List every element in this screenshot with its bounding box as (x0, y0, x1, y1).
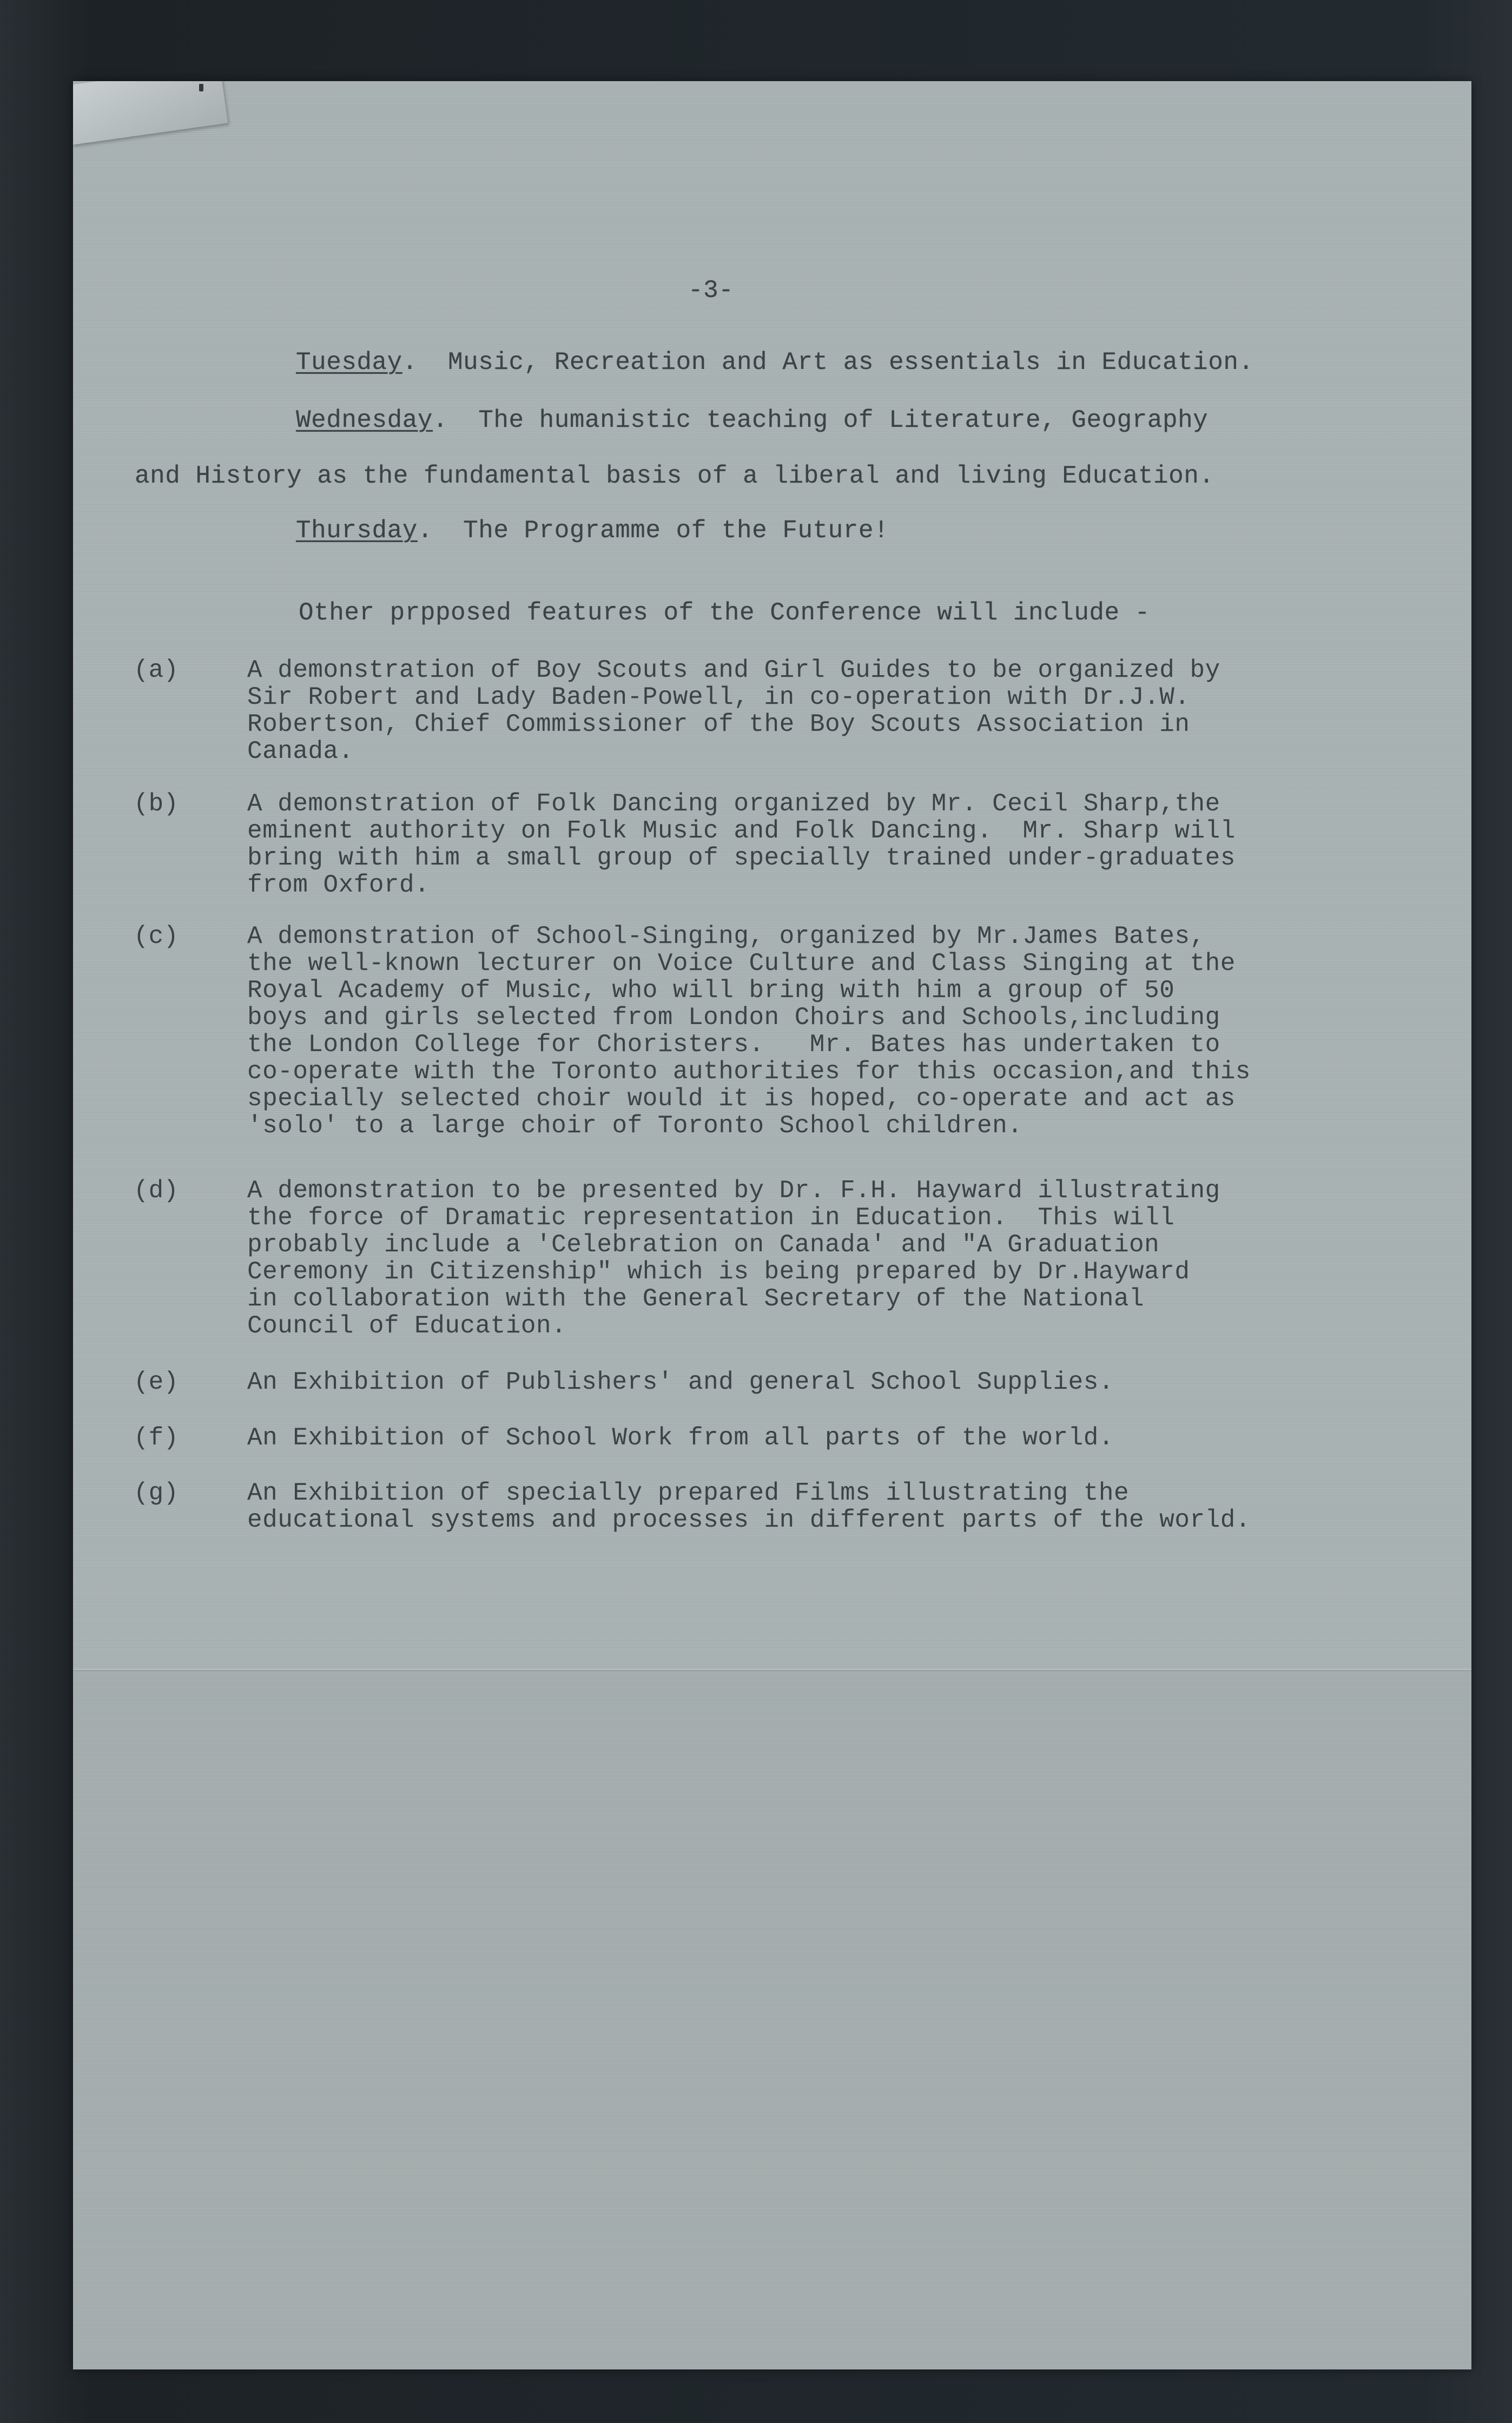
schedule-wednesday-continued: and History as the fundamental basis of a liberal and living Education. (135, 462, 1214, 490)
item-label-c: (c) (134, 922, 179, 950)
item-line: specially selected choir would it is hoped, co-operate and act as (247, 1085, 1236, 1113)
item-g (247, 1480, 1251, 1534)
day-label-thursday: Thursday (296, 517, 418, 545)
item-line: Royal Academy of Music, who will bring with him a group of 50 (247, 976, 1175, 1005)
page-fold-crease (73, 1669, 1471, 1671)
item-c (247, 923, 1251, 1139)
item-line: An Exhibition of Publishers' and general School Supplies. (247, 1368, 1114, 1396)
item-line: the force of Dramatic representation in Education. This will (247, 1204, 1175, 1232)
item-e (247, 1369, 1114, 1396)
pin-mark (199, 84, 203, 91)
schedule-wednesday (296, 407, 1208, 434)
item-label-b: (b) (134, 790, 179, 818)
folded-corner (73, 81, 228, 145)
item-line: A demonstration of Folk Dancing organized by Mr. Cecil Sharp,the (247, 790, 1220, 818)
item-line: Sir Robert and Lady Baden-Powell, in co-operation with Dr.J.W. (247, 683, 1190, 711)
page-number: -3- (688, 276, 734, 305)
item-label-d: (d) (134, 1177, 179, 1205)
item-line: boys and girls selected from London Choirs and Schools,including (247, 1003, 1220, 1032)
schedule-tuesday (296, 349, 1254, 376)
item-line: in collaboration with the General Secretary of the National (247, 1285, 1145, 1313)
schedule-tuesday-text: . Music, Recreation and Art as essentials in Education. (402, 348, 1254, 377)
schedule-thursday (296, 517, 889, 544)
item-a (247, 657, 1220, 765)
item-line: the well-known lecturer on Voice Culture and Class Singing at the (247, 949, 1236, 978)
day-label-wednesday: Wednesday (296, 406, 433, 434)
schedule-thursday-text: . The Programme of the Future! (417, 517, 889, 545)
item-line: probably include a 'Celebration on Canada' and "A Graduation (247, 1231, 1160, 1259)
schedule-wednesday-text: . The humanistic teaching of Literature, Geography (432, 406, 1209, 434)
item-line: from Oxford. (247, 871, 430, 899)
item-line: educational systems and processes in different parts of the world. (247, 1506, 1251, 1534)
item-line: co-operate with the Toronto authorities for this occasion,and this (247, 1058, 1251, 1086)
item-line: 'solo' to a large choir of Toronto School children. (247, 1112, 1023, 1140)
lower-half-shade (73, 1671, 1471, 2369)
item-line: An Exhibition of School Work from all parts of the world. (247, 1424, 1114, 1452)
item-line: bring with him a small group of specially trained under-graduates (247, 844, 1236, 872)
item-line: A demonstration of Boy Scouts and Girl Guides to be organized by (247, 656, 1220, 684)
item-label-a: (a) (134, 656, 179, 684)
item-d (247, 1177, 1220, 1339)
item-b (247, 790, 1236, 899)
item-label-g: (g) (134, 1479, 179, 1507)
item-line: eminent authority on Folk Music and Folk Dancing. Mr. Sharp will (247, 817, 1236, 845)
item-line: Canada. (247, 737, 354, 765)
item-f (247, 1424, 1114, 1451)
item-line: An Exhibition of specially prepared Films illustrating the (247, 1479, 1130, 1507)
item-line: Ceremony in Citizenship" which is being prepared by Dr.Hayward (247, 1258, 1190, 1286)
day-label-tuesday: Tuesday (296, 348, 402, 377)
item-line: Robertson, Chief Commissioner of the Boy Scouts Association in (247, 710, 1190, 738)
item-line: A demonstration to be presented by Dr. F.H. Hayward illustrating (247, 1177, 1220, 1205)
item-line: A demonstration of School-Singing, organized by Mr.James Bates, (247, 922, 1205, 950)
item-label-f: (f) (134, 1424, 179, 1452)
features-intro: Other prpposed features of the Conference will include - (299, 599, 1150, 627)
item-line: the London College for Choristers. Mr. Bates has undertaken to (247, 1031, 1220, 1059)
item-label-e: (e) (134, 1368, 179, 1396)
item-line: Council of Education. (247, 1312, 567, 1340)
